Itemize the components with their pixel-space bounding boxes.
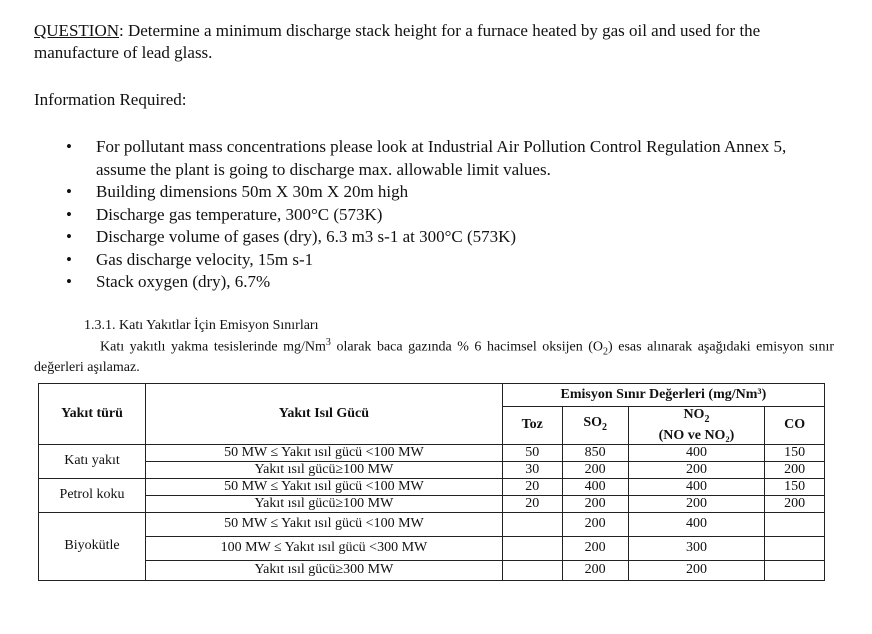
question-label: QUESTION	[34, 21, 119, 40]
so2-cell: 850	[562, 444, 628, 461]
co-cell	[765, 512, 825, 536]
fuel-cell: Biyokütle	[39, 512, 146, 580]
intro-text-c: ) esas alınarak aşağıdaki emisyon sınır değerleri aşılamaz.	[34, 339, 835, 376]
co-cell	[765, 560, 825, 580]
no2-cell: 400	[628, 478, 764, 495]
requirement-item: • Building dimensions 50m X 30m X 20m high	[66, 181, 826, 204]
no2-cell: 200	[628, 560, 764, 580]
power-cell: 100 MW ≤ Yakıt ısıl gücü <300 MW	[146, 536, 503, 560]
header-so2-text: SO	[583, 415, 603, 430]
header-thermal-power: Yakıt Isıl Gücü	[146, 384, 503, 445]
intro-paragraph	[34, 335, 834, 376]
emission-limits-table	[38, 383, 825, 581]
question-paragraph	[34, 20, 834, 64]
requirement-item: • Discharge gas temperature, 300°C (573K)	[66, 204, 826, 227]
toz-cell: 20	[502, 478, 562, 495]
header-fuel-type: Yakıt türü	[39, 384, 146, 445]
header-no2-sub: 2	[704, 413, 710, 425]
co-cell	[765, 536, 825, 560]
co-cell: 150	[765, 444, 825, 461]
so2-cell: 200	[562, 536, 628, 560]
no2-cell: 400	[628, 444, 764, 461]
header-so2-sub: 2	[602, 421, 608, 433]
table-row	[39, 536, 825, 560]
table-row	[39, 560, 825, 580]
toz-cell: 20	[502, 495, 562, 512]
table-row	[39, 495, 825, 512]
power-cell: 50 MW ≤ Yakıt ısıl gücü <100 MW	[146, 512, 503, 536]
requirement-item: • Stack oxygen (dry), 6.7%	[66, 271, 826, 294]
power-cell: Yakıt ısıl gücü≥300 MW	[146, 560, 503, 580]
so2-cell: 200	[562, 512, 628, 536]
requirement-item: • Gas discharge velocity, 15m s-1	[66, 249, 826, 272]
power-cell: 50 MW ≤ Yakıt ısıl gücü <100 MW	[146, 478, 503, 495]
header-co: CO	[765, 407, 825, 445]
intro-text-b: olarak baca gazında % 6 hacimsel oksijen (O	[330, 339, 604, 355]
so2-cell: 400	[562, 478, 628, 495]
power-cell: 50 MW ≤ Yakıt ısıl gücü <100 MW	[146, 444, 503, 461]
header-emission-limits: Emisyon Sınır Değerleri (mg/Nm³)	[502, 384, 824, 407]
requirements-list	[66, 136, 826, 294]
table-row	[39, 478, 825, 495]
power-cell: Yakıt ısıl gücü≥100 MW	[146, 461, 503, 478]
intro-sup: 3	[325, 337, 331, 348]
requirement-item: • For pollutant mass concentrations please look at Industrial Air Pollution Control Regulation Annex 5, assume the plant is going to discharge max. allowable limit values.	[66, 136, 826, 181]
toz-cell	[502, 560, 562, 580]
co-cell: 200	[765, 495, 825, 512]
header-toz: Toz	[502, 407, 562, 445]
fuel-cell: Petrol koku	[39, 478, 146, 512]
no2-cell: 400	[628, 512, 764, 536]
no2-cell: 300	[628, 536, 764, 560]
intro-text-a: Katı yakıtlı yakma tesislerinde mg/Nm	[100, 339, 326, 355]
section-title: 1.3.1. Katı Yakıtlar İçin Emisyon Sınırları	[84, 318, 319, 333]
power-cell: Yakıt ısıl gücü≥100 MW	[146, 495, 503, 512]
no2-cell: 200	[628, 495, 764, 512]
fuel-cell: Katı yakıt	[39, 444, 146, 478]
table-row	[39, 512, 825, 536]
no2-cell: 200	[628, 461, 764, 478]
table-row	[39, 461, 825, 478]
co-cell: 150	[765, 478, 825, 495]
requirement-item: • Discharge volume of gases (dry), 6.3 m3 s-1 at 300°C (573K)	[66, 226, 826, 249]
header-no2	[628, 407, 764, 445]
question-text: : Determine a minimum discharge stack height for a furnace heated by gas oil and used for the manufacture of lead glass.	[34, 21, 761, 62]
toz-cell	[502, 512, 562, 536]
intro-sub: 2	[603, 346, 609, 358]
toz-cell	[502, 536, 562, 560]
toz-cell: 30	[502, 461, 562, 478]
so2-cell: 200	[562, 461, 628, 478]
table-row	[39, 444, 825, 461]
header-no2-text: NO	[683, 407, 705, 422]
header-no2-line2: (NO ve NO₂)	[658, 427, 735, 443]
info-heading: Information Required:	[34, 90, 187, 109]
toz-cell: 50	[502, 444, 562, 461]
co-cell: 200	[765, 461, 825, 478]
header-so2	[562, 407, 628, 445]
so2-cell: 200	[562, 495, 628, 512]
so2-cell: 200	[562, 560, 628, 580]
